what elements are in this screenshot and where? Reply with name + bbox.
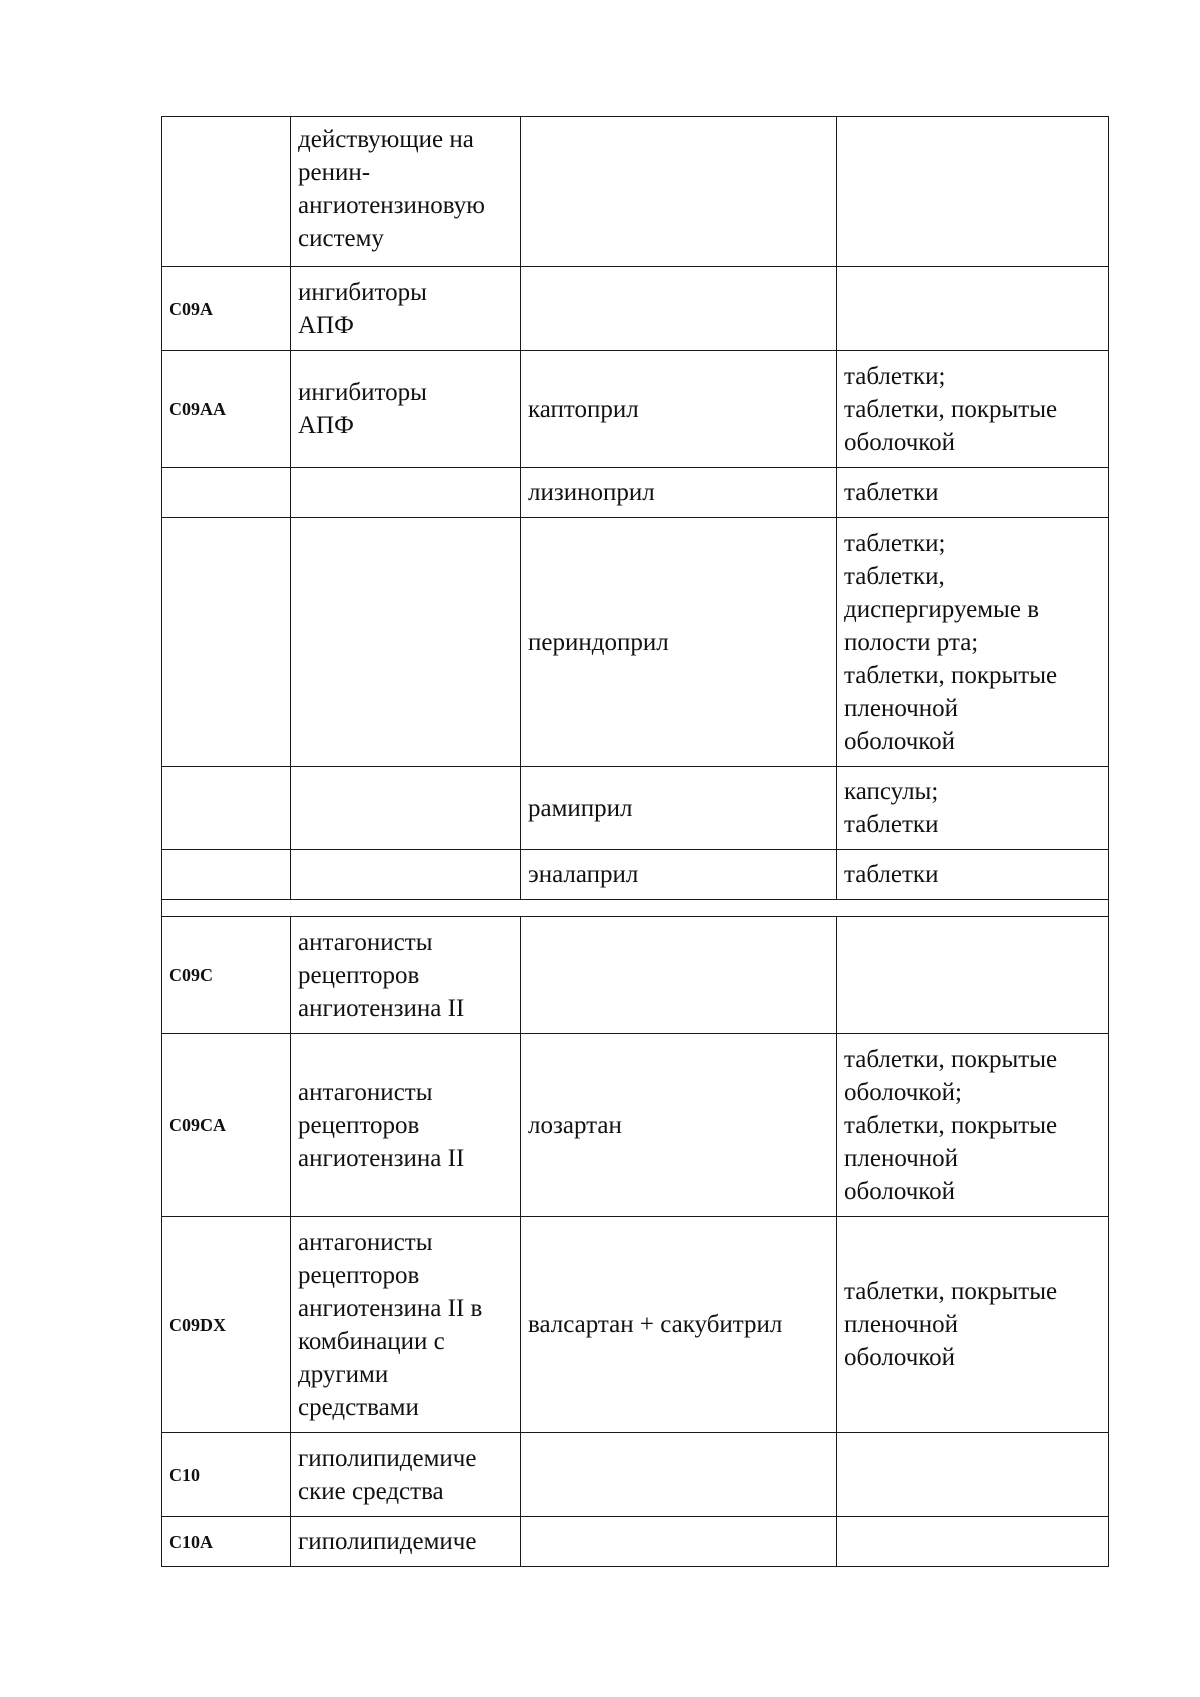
drug-name-cell: рамиприл: [521, 767, 837, 850]
atc-code-cell: C09AA: [162, 351, 291, 468]
table-row: [162, 351, 1109, 468]
dosage-form-line: таблетки, покрытые: [844, 1278, 1058, 1305]
group-name-line: антагонисты: [298, 928, 433, 956]
dosage-forms-cell: [837, 1217, 1109, 1433]
group-name-line: гиполипидемиче: [298, 1444, 477, 1472]
dosage-form-line: капсулы;: [844, 778, 939, 805]
dosage-form-line: таблетки: [844, 811, 939, 838]
group-name-cell: [291, 1433, 521, 1517]
atc-code-cell: [162, 117, 291, 267]
spacer-cell: [162, 900, 1109, 917]
group-name-line: АПФ: [298, 412, 354, 439]
table-row: [162, 1433, 1109, 1517]
group-name-line: систему: [298, 225, 384, 252]
dosage-form-line: таблетки,: [844, 562, 945, 590]
group-name-cell: [291, 117, 521, 267]
group-name-cell: [291, 917, 521, 1034]
dosage-forms-cell: [837, 518, 1109, 767]
group-name-line: гиполипидемиче: [298, 1528, 477, 1555]
table-row: [162, 767, 1109, 850]
group-name-line: ангиотензиновую: [298, 192, 485, 219]
dosage-form-line: пленочной: [844, 1311, 959, 1338]
group-name-line: ингибиторы: [298, 379, 427, 406]
group-name-line: ингибиторы: [298, 278, 427, 306]
drug-name-cell: эналаприл: [521, 850, 837, 900]
dosage-form-line: полости рта;: [844, 628, 979, 656]
table-row: [162, 468, 1109, 518]
drug-name-cell: [521, 1433, 837, 1517]
dosage-form-line: таблетки;: [844, 529, 946, 557]
atc-code-cell: C09A: [162, 267, 291, 351]
group-name-line: ангиотензина II: [298, 994, 465, 1022]
table-row: [162, 117, 1109, 267]
atc-code-cell: C09C: [162, 917, 291, 1034]
group-name-cell: [291, 1217, 521, 1433]
table-row: [162, 850, 1109, 900]
dosage-form-line: таблетки, покрытые: [844, 661, 1058, 689]
dosage-form-line: пленочной: [844, 1144, 959, 1172]
atc-code-cell: C09DX: [162, 1217, 291, 1433]
dosage-form-line: оболочкой: [844, 428, 956, 456]
drug-name-cell: [521, 267, 837, 351]
atc-code-cell: C10: [162, 1433, 291, 1517]
group-name-line: ренин-: [298, 159, 371, 186]
atc-code-cell: C10A: [162, 1517, 291, 1567]
group-name-line: антагонисты: [298, 1228, 433, 1256]
dosage-form-line: таблетки, покрытые: [844, 395, 1058, 423]
dosage-form-line: пленочной: [844, 694, 959, 722]
drug-name-cell: каптоприл: [521, 351, 837, 468]
dosage-forms-cell: [837, 468, 1109, 518]
group-name-cell: [291, 468, 521, 518]
table-row: [162, 1034, 1109, 1217]
dosage-forms-cell: [837, 1517, 1109, 1567]
drug-name-cell: [521, 1517, 837, 1567]
dosage-forms-cell: [837, 267, 1109, 351]
drug-name-cell: валсартан + сакубитрил: [521, 1217, 837, 1433]
dosage-form-line: оболочкой: [844, 1177, 956, 1205]
dosage-form-line: диспергируемые в: [844, 595, 1040, 623]
atc-code-cell: [162, 518, 291, 767]
group-name-line: действующие на: [298, 126, 474, 153]
table-row: [162, 917, 1109, 1034]
dosage-form-line: таблетки, покрытые: [844, 1111, 1058, 1139]
drug-name-cell: лизиноприл: [521, 468, 837, 518]
medicines-table: [161, 116, 1109, 1567]
atc-code-cell: [162, 767, 291, 850]
dosage-forms-cell: [837, 117, 1109, 267]
dosage-forms-cell: [837, 850, 1109, 900]
group-name-line: комбинации с: [298, 1327, 445, 1355]
group-name-line: рецепторов: [298, 1261, 420, 1289]
group-name-line: средствами: [298, 1393, 419, 1421]
group-name-line: АПФ: [298, 311, 354, 339]
atc-code-cell: [162, 468, 291, 518]
table-row: [162, 518, 1109, 767]
table-spacer-row: [162, 900, 1109, 917]
table-row: [162, 1217, 1109, 1433]
dosage-form-line: оболочкой: [844, 1344, 956, 1371]
dosage-forms-cell: [837, 1433, 1109, 1517]
group-name-cell: [291, 351, 521, 468]
drug-name-cell: периндоприл: [521, 518, 837, 767]
dosage-form-line: таблетки;: [844, 362, 946, 390]
table-row: [162, 267, 1109, 351]
group-name-cell: [291, 767, 521, 850]
dosage-form-line: таблетки: [844, 861, 939, 888]
dosage-form-line: таблетки, покрытые: [844, 1045, 1058, 1073]
dosage-forms-cell: [837, 351, 1109, 468]
dosage-forms-cell: [837, 767, 1109, 850]
group-name-line: рецепторов: [298, 1111, 420, 1139]
dosage-forms-cell: [837, 917, 1109, 1034]
group-name-line: рецепторов: [298, 961, 420, 989]
group-name-line: ангиотензина II: [298, 1144, 465, 1172]
drug-name-cell: лозартан: [521, 1034, 837, 1217]
drug-name-cell: [521, 917, 837, 1034]
atc-code-cell: C09CA: [162, 1034, 291, 1217]
group-name-line: другими: [298, 1360, 389, 1388]
group-name-cell: [291, 1517, 521, 1567]
dosage-forms-cell: [837, 1034, 1109, 1217]
group-name-cell: [291, 267, 521, 351]
group-name-line: ские средства: [298, 1477, 444, 1505]
group-name-line: антагонисты: [298, 1078, 433, 1106]
dosage-form-line: оболочкой: [844, 727, 956, 755]
table-row: [162, 1517, 1109, 1567]
dosage-form-line: таблетки: [844, 479, 939, 506]
group-name-cell: [291, 1034, 521, 1217]
group-name-cell: [291, 850, 521, 900]
dosage-form-line: оболочкой;: [844, 1078, 962, 1106]
group-name-line: ангиотензина II в: [298, 1294, 483, 1322]
drug-name-cell: [521, 117, 837, 267]
group-name-cell: [291, 518, 521, 767]
atc-code-cell: [162, 850, 291, 900]
